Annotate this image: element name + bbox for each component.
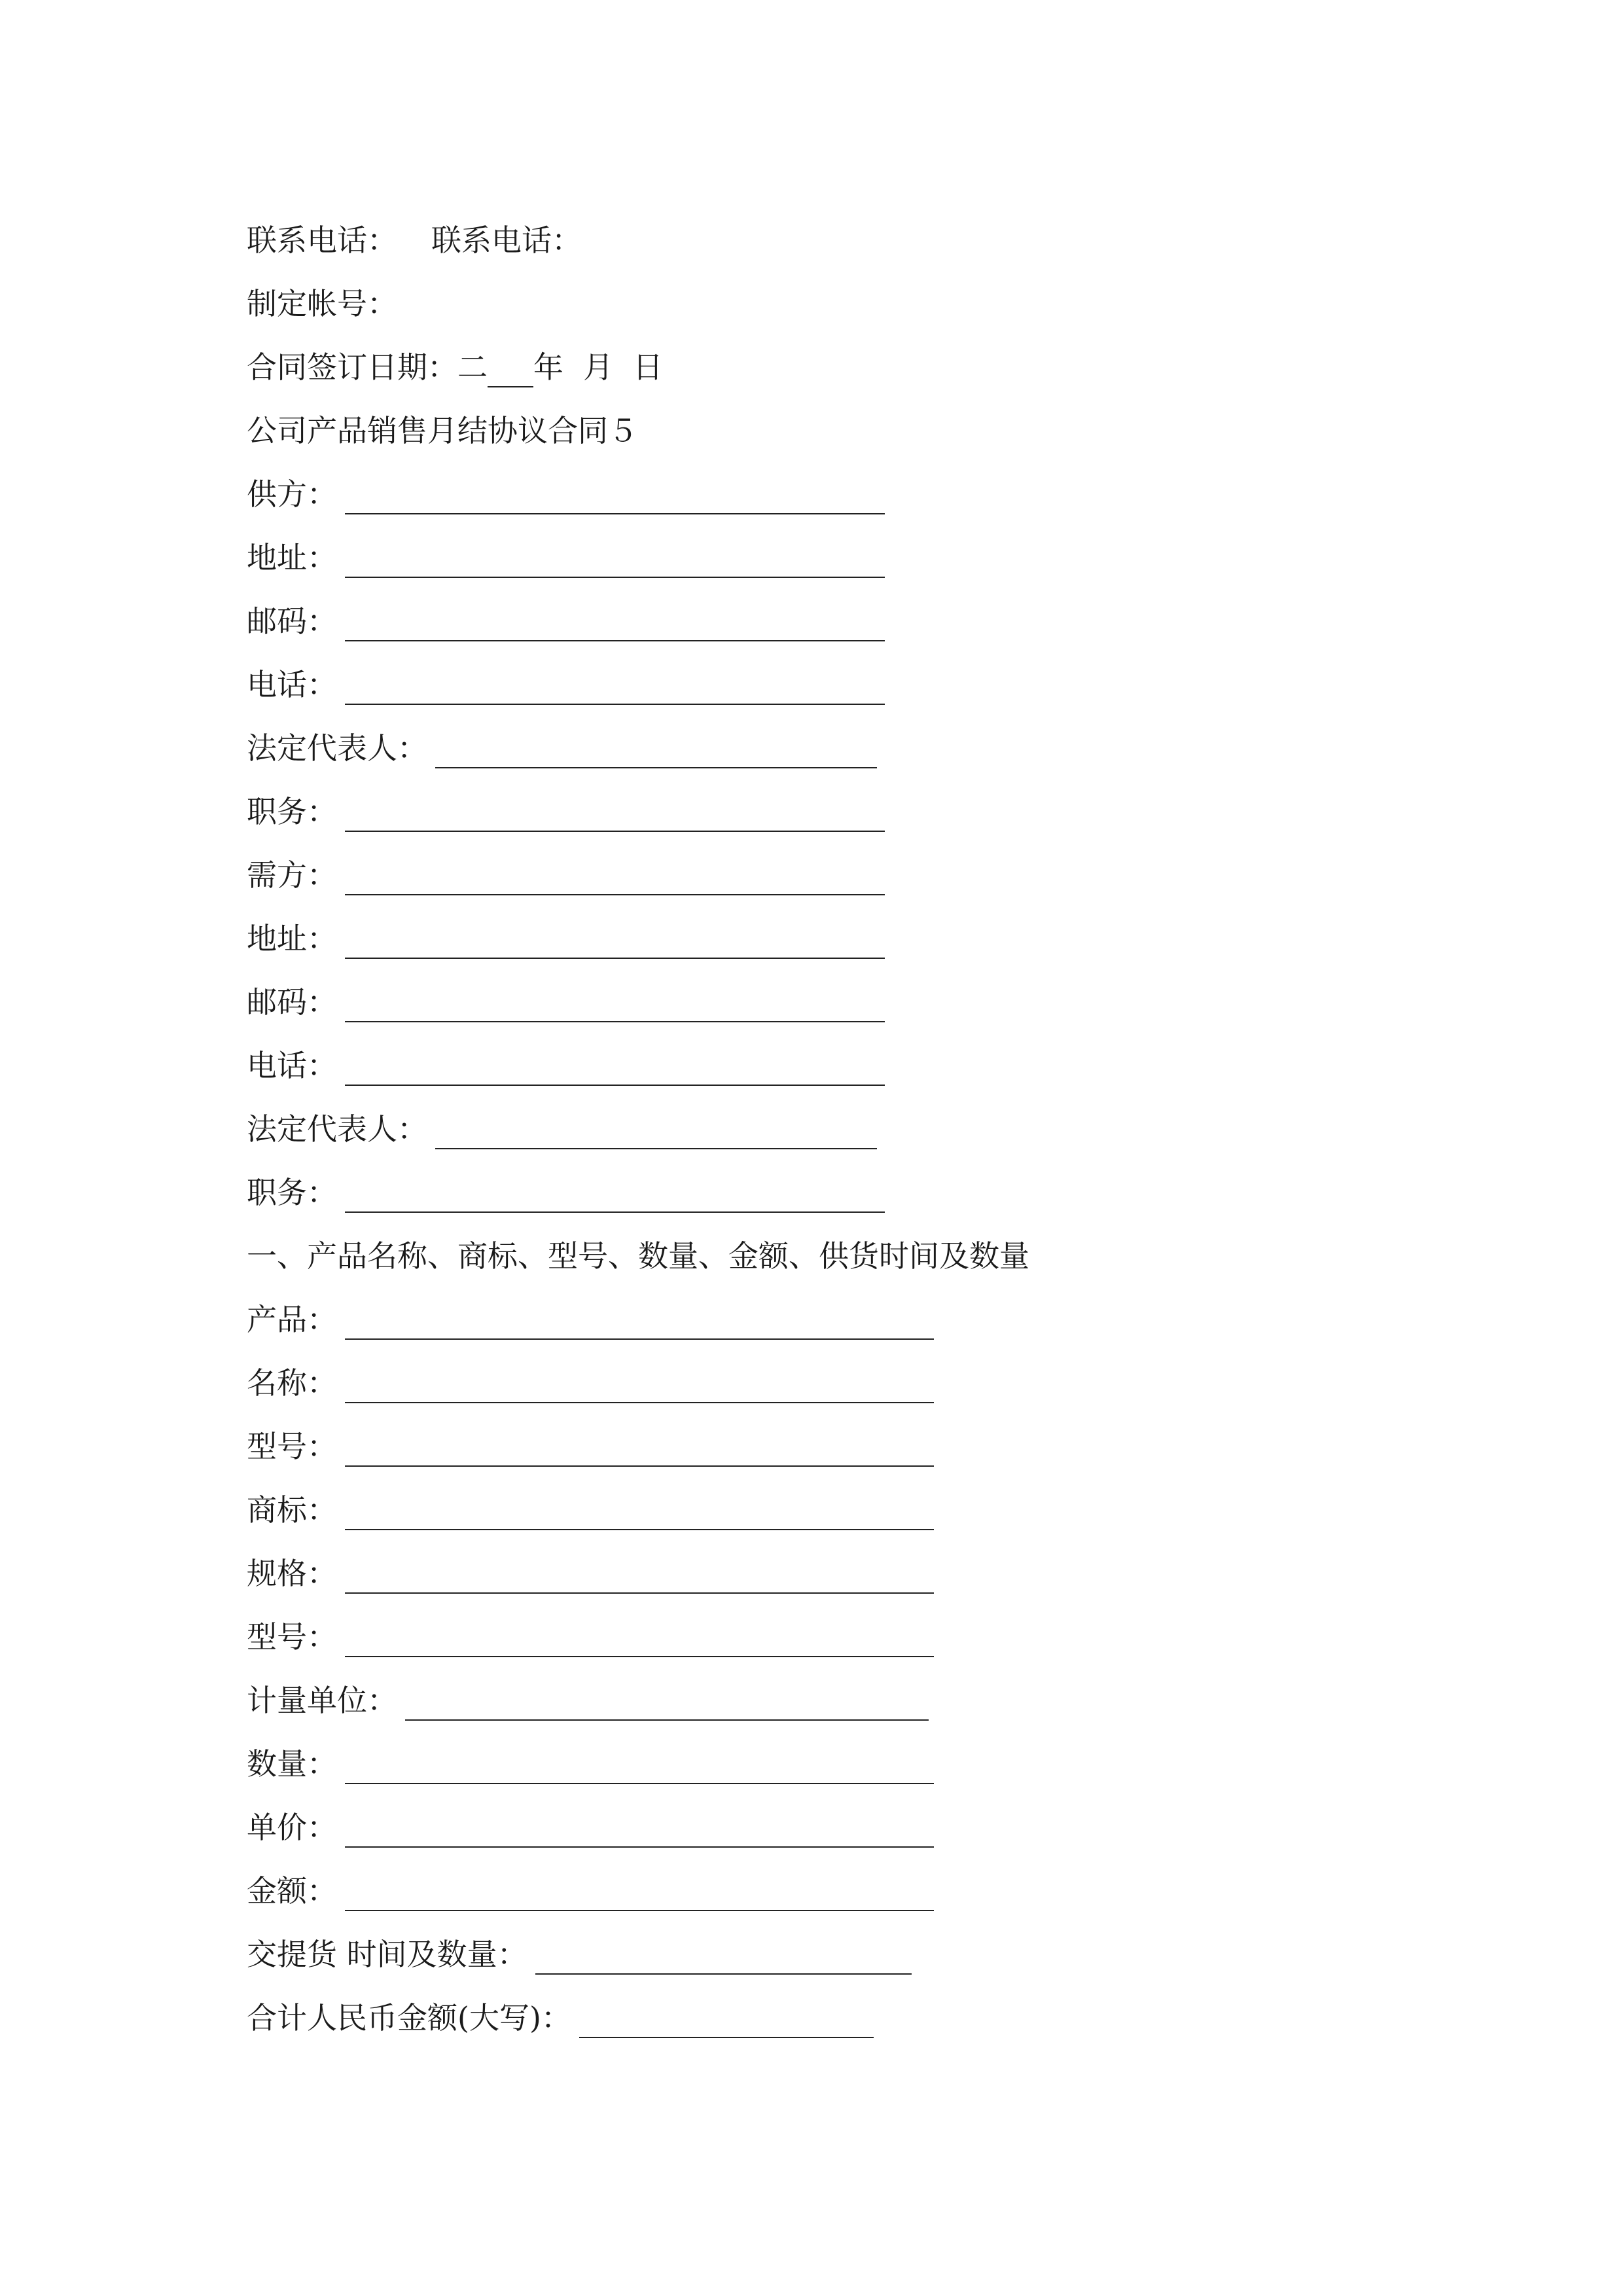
supplier-rep-blank[interactable] bbox=[435, 741, 877, 768]
model2-blank[interactable] bbox=[345, 1630, 934, 1657]
supplier-row bbox=[247, 457, 885, 512]
supplier-rep-row bbox=[247, 711, 877, 766]
buyer-address-row bbox=[247, 901, 885, 954]
unit-row bbox=[247, 1663, 929, 1718]
supplier-address-label: 地址： bbox=[247, 540, 337, 575]
supplier-zip-blank[interactable] bbox=[345, 614, 885, 641]
buyer-zip-blank[interactable] bbox=[345, 995, 885, 1022]
quantity-blank[interactable] bbox=[345, 1757, 934, 1784]
buyer-position-label: 职务： bbox=[247, 1175, 337, 1210]
supplier-position-blank[interactable] bbox=[345, 804, 885, 832]
buyer-label: 需方： bbox=[247, 857, 337, 893]
amount-row bbox=[247, 1854, 934, 1909]
supplier-rep-label: 法定代表人： bbox=[247, 730, 427, 766]
supplier-position-row bbox=[247, 774, 885, 827]
delivery-blank[interactable] bbox=[535, 1947, 912, 1975]
amount-label: 金额： bbox=[247, 1873, 337, 1909]
trademark-label: 商标： bbox=[247, 1492, 337, 1528]
buyer-row bbox=[247, 838, 885, 893]
model2-label: 型号： bbox=[247, 1619, 337, 1655]
account-row bbox=[247, 266, 397, 319]
delivery-label: 交提货 时间及数量： bbox=[247, 1937, 527, 1972]
supplier-blank[interactable] bbox=[345, 487, 885, 514]
total-rmb-row bbox=[247, 1981, 874, 2036]
year-blank[interactable] bbox=[488, 360, 533, 387]
total-rmb-blank[interactable] bbox=[579, 2011, 874, 2038]
buyer-phone-row bbox=[247, 1028, 885, 1081]
supplier-position-label: 职务： bbox=[247, 794, 337, 829]
supplier-zip-label: 邮码： bbox=[247, 603, 337, 639]
year-label: 年 bbox=[533, 350, 563, 385]
name-blank[interactable] bbox=[345, 1376, 934, 1403]
buyer-position-row bbox=[247, 1155, 885, 1208]
month-label: 月 bbox=[583, 350, 613, 385]
model-row bbox=[247, 1409, 934, 1462]
contact-phone-label-b: 联系电话： bbox=[431, 223, 582, 258]
buyer-blank[interactable] bbox=[345, 868, 885, 895]
name-label: 名称： bbox=[247, 1365, 337, 1401]
contact-phone-label-a: 联系电话： bbox=[247, 223, 397, 258]
unit-price-row bbox=[247, 1790, 934, 1845]
spec-blank[interactable] bbox=[345, 1566, 934, 1594]
unit-price-label: 单价： bbox=[247, 1810, 337, 1845]
total-rmb-label: 合计人民币金额(大写)： bbox=[247, 2000, 571, 2036]
trademark-blank[interactable] bbox=[345, 1503, 934, 1530]
spec-label: 规格： bbox=[247, 1556, 337, 1591]
section-heading-1 bbox=[247, 1219, 1029, 1274]
buyer-rep-row bbox=[247, 1092, 877, 1147]
product-row bbox=[247, 1282, 934, 1335]
model2-row bbox=[247, 1600, 934, 1655]
account-label: 制定帐号： bbox=[247, 286, 397, 321]
delivery-row bbox=[247, 1917, 912, 1972]
supplier-phone-row bbox=[247, 647, 885, 700]
supplier-phone-label: 电话： bbox=[247, 667, 337, 702]
contact-phone-row bbox=[247, 203, 582, 258]
model-blank[interactable] bbox=[345, 1439, 934, 1467]
buyer-zip-row bbox=[247, 965, 885, 1020]
name-row bbox=[247, 1346, 934, 1401]
contract-title-text: 公司产品销售月结协议合同５ bbox=[247, 413, 638, 448]
buyer-phone-label: 电话： bbox=[247, 1048, 337, 1083]
supplier-address-row bbox=[247, 520, 885, 573]
product-blank[interactable] bbox=[345, 1312, 934, 1340]
quantity-row bbox=[247, 1727, 934, 1782]
sign-date-label: 合同签订日期：二 bbox=[247, 350, 488, 385]
buyer-position-blank[interactable] bbox=[345, 1185, 885, 1213]
unit-blank[interactable] bbox=[405, 1693, 929, 1721]
quantity-label: 数量： bbox=[247, 1746, 337, 1782]
supplier-phone-blank[interactable] bbox=[345, 677, 885, 705]
supplier-label: 供方： bbox=[247, 476, 337, 512]
buyer-rep-blank[interactable] bbox=[435, 1122, 877, 1149]
supplier-zip-row bbox=[247, 584, 885, 639]
buyer-rep-label: 法定代表人： bbox=[247, 1111, 427, 1147]
day-label: 日 bbox=[633, 350, 663, 385]
amount-blank[interactable] bbox=[345, 1884, 934, 1911]
spec-row bbox=[247, 1536, 934, 1591]
buyer-phone-blank[interactable] bbox=[345, 1058, 885, 1086]
buyer-address-label: 地址： bbox=[247, 921, 337, 956]
product-label: 产品： bbox=[247, 1302, 337, 1337]
sign-date-row bbox=[247, 330, 663, 385]
model-label: 型号： bbox=[247, 1429, 337, 1464]
unit-price-blank[interactable] bbox=[345, 1820, 934, 1848]
buyer-address-blank[interactable] bbox=[345, 931, 885, 959]
unit-label: 计量单位： bbox=[247, 1683, 397, 1718]
section-heading-1-text: 一、产品名称、商标、型号、数量、金额、供货时间及数量 bbox=[247, 1238, 1029, 1274]
trademark-row bbox=[247, 1473, 934, 1528]
buyer-zip-label: 邮码： bbox=[247, 984, 337, 1020]
contract-title bbox=[247, 393, 638, 446]
supplier-address-blank[interactable] bbox=[345, 550, 885, 578]
